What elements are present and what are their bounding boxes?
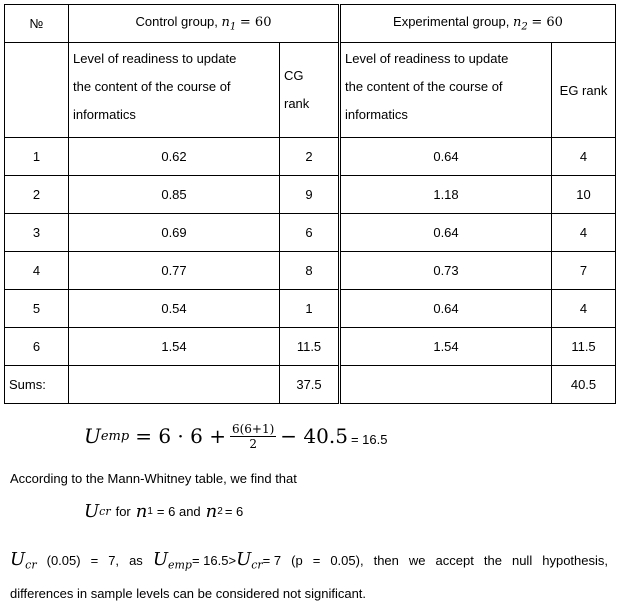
cell-eg-rank: 10 — [552, 176, 616, 214]
cell-eg-rank: 7 — [552, 252, 616, 290]
cell-eg-rank: 4 — [552, 290, 616, 328]
table-row — [5, 328, 616, 366]
header-experimental-group: Experimental group, $n_2 = 60$ — [340, 5, 616, 43]
subheader-empty — [5, 43, 69, 138]
cell-cg-rank: 11.5 — [280, 328, 340, 366]
subheader-eg-rank: EG rank — [552, 43, 616, 138]
table-row — [5, 290, 616, 328]
header-control-group: Control group, $n_1 = 60$ — [69, 5, 340, 43]
paragraph-mann-whitney: According to the Mann-Whitney table, we find that — [10, 471, 297, 486]
paragraph-differences: differences in sample levels can be considered not significant. — [10, 586, 367, 601]
table-row — [5, 138, 616, 176]
cell-cg-level: 0.69 — [69, 214, 280, 252]
cell-cg-level: 0.85 — [69, 176, 280, 214]
cell-eg-rank: 11.5 — [552, 328, 616, 366]
subheader-eg-level: Level of readiness to update the content of the course of informatics — [340, 43, 552, 138]
sums-cg-rank: 37.5 — [280, 366, 340, 404]
subheader-cg-level: Level of readiness to update the content of the course of informatics — [69, 43, 280, 138]
sums-label: Sums: — [5, 366, 69, 404]
cell-no: 5 — [5, 290, 69, 328]
cell-cg-rank: 8 — [280, 252, 340, 290]
paragraph-ucr-for-n: U cr for n 1 = 6 and n 2 = 6 — [84, 501, 244, 522]
cell-no: 3 — [5, 214, 69, 252]
header-no: № — [5, 5, 69, 43]
cell-eg-rank: 4 — [552, 214, 616, 252]
cell-cg-rank: 6 — [280, 214, 340, 252]
sums-row — [5, 366, 616, 404]
subheader-row — [5, 43, 616, 138]
cell-no: 6 — [5, 328, 69, 366]
table-row — [5, 252, 616, 290]
formula-fraction: $\frac{6(6+1)}{2}$ — [231, 421, 275, 451]
cell-cg-rank: 1 — [280, 290, 340, 328]
cell-eg-level: 1.18 — [340, 176, 552, 214]
sums-eg-level-empty — [340, 366, 552, 404]
cell-eg-rank: 4 — [552, 138, 616, 176]
cell-no: 1 — [5, 138, 69, 176]
cell-cg-rank: 9 — [280, 176, 340, 214]
cell-eg-level: 0.64 — [340, 214, 552, 252]
u-emp-formula: U emp = 6 · 6 + $\frac{6(6+1)}{2}$ − 40.5 = 16.5 — [84, 421, 388, 451]
cell-cg-level: 0.54 — [69, 290, 280, 328]
cell-cg-level: 0.77 — [69, 252, 280, 290]
cell-no: 2 — [5, 176, 69, 214]
paragraph-conclusion: $U_{cr}$ (0.05) = 7, as $U_{emp}= 16.5>U_{cr}= 7$ (p = 0.05), then we accept the null hypothesis, — [10, 549, 608, 572]
cell-cg-level: 1.54 — [69, 328, 280, 366]
cell-eg-level: 0.64 — [340, 138, 552, 176]
subheader-cg-rank: CG rank — [280, 43, 340, 138]
results-table — [4, 4, 616, 404]
cell-eg-level: 1.54 — [340, 328, 552, 366]
sums-eg-rank: 40.5 — [552, 366, 616, 404]
cell-eg-level: 0.73 — [340, 252, 552, 290]
header-row — [5, 5, 616, 43]
sums-cg-level-empty — [69, 366, 280, 404]
cell-cg-rank: 2 — [280, 138, 340, 176]
table-row — [5, 214, 616, 252]
cell-cg-level: 0.62 — [69, 138, 280, 176]
cell-no: 4 — [5, 252, 69, 290]
table-row — [5, 176, 616, 214]
cell-eg-level: 0.64 — [340, 290, 552, 328]
